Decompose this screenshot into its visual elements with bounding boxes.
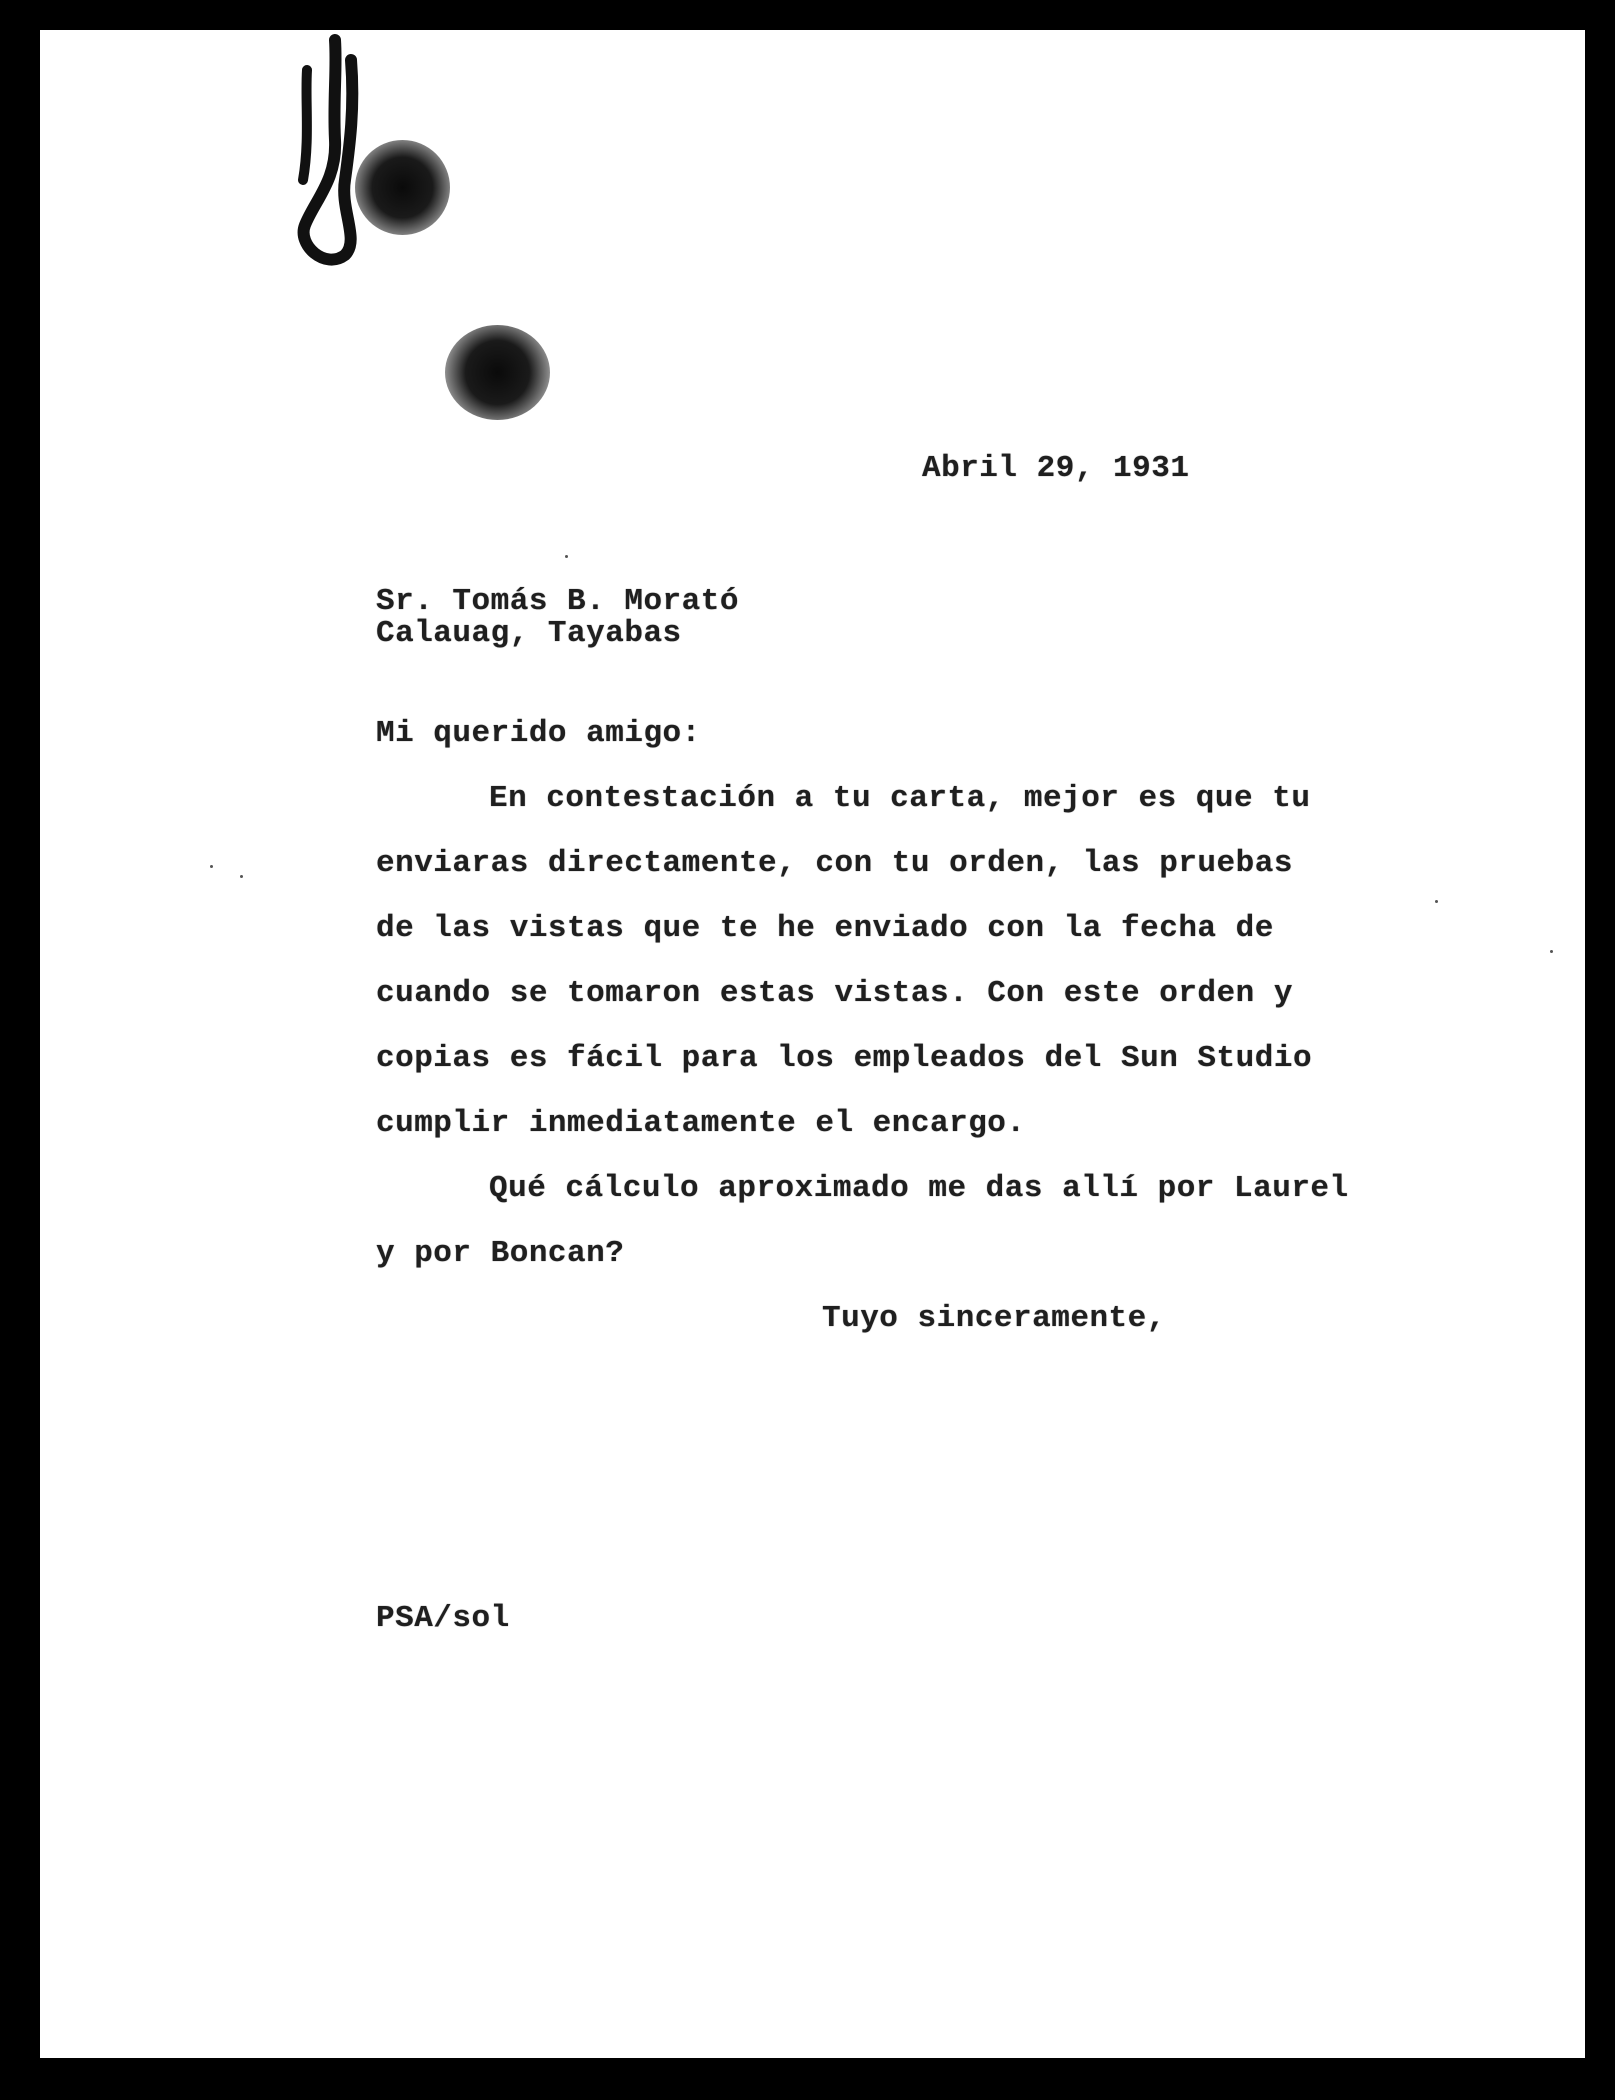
body-line: de las vistas que te he enviado con la fecha de bbox=[376, 911, 1274, 946]
recipient-name: Sr. Tomás B. Morató bbox=[376, 584, 739, 619]
speck bbox=[565, 555, 568, 558]
body-line: y por Boncan? bbox=[376, 1236, 625, 1271]
ink-blot-middle bbox=[445, 325, 550, 420]
speck bbox=[240, 875, 243, 878]
body-line: Qué cálculo aproximado me das allí por Laurel bbox=[489, 1171, 1349, 1206]
letter-date: Abril 29, 1931 bbox=[922, 451, 1190, 486]
speck bbox=[1550, 950, 1553, 953]
speck bbox=[210, 865, 213, 868]
speck bbox=[1435, 900, 1438, 903]
body-line: enviaras directamente, con tu orden, las pruebas bbox=[376, 846, 1293, 881]
reference-initials: PSA/sol bbox=[376, 1601, 510, 1636]
recipient-place: Calauag, Tayabas bbox=[376, 616, 682, 651]
ink-blot-top bbox=[355, 140, 450, 235]
closing: Tuyo sinceramente, bbox=[822, 1301, 1166, 1336]
body-line: copias es fácil para los empleados del Sun Studio bbox=[376, 1041, 1313, 1076]
body-line: En contestación a tu carta, mejor es que tu bbox=[489, 781, 1311, 816]
body-line: cumplir inmediatamente el encargo. bbox=[376, 1106, 1026, 1141]
letter-page bbox=[40, 30, 1585, 2058]
body-line: cuando se tomaron estas vistas. Con este orden y bbox=[376, 976, 1293, 1011]
salutation: Mi querido amigo: bbox=[376, 716, 701, 751]
